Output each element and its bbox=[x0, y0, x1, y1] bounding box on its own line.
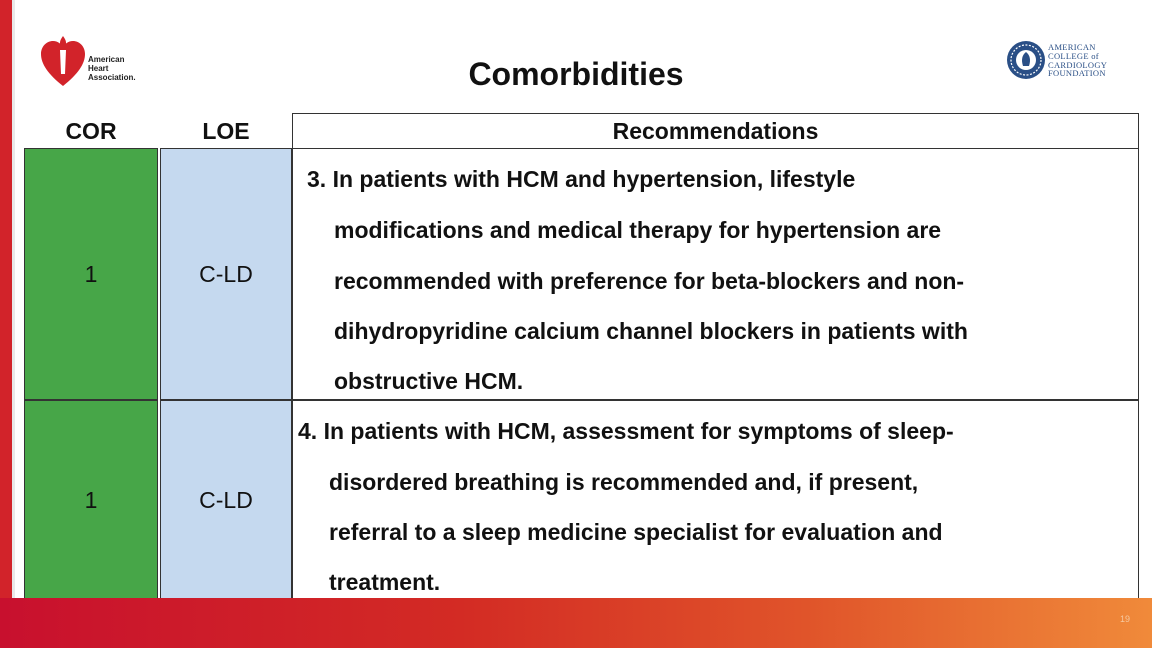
acc-text-line: COLLEGE of bbox=[1048, 50, 1099, 61]
loe-cell: C-LD bbox=[160, 148, 292, 400]
acc-text-line: CARDIOLOGY bbox=[1048, 59, 1108, 70]
recommendation-line: referral to a sleep medicine specialist for evaluation and bbox=[329, 519, 943, 545]
loe-cell: C-LD bbox=[160, 400, 292, 600]
cor-cell: 1 bbox=[24, 148, 158, 400]
column-header-recommendations: Recommendations bbox=[292, 113, 1139, 149]
recommendation-line: obstructive HCM. bbox=[334, 368, 524, 394]
recommendation-line: modifications and medical therapy for hypertension are bbox=[334, 217, 942, 243]
acc-text-line: AMERICAN bbox=[1048, 42, 1096, 52]
aha-text-line: American bbox=[88, 55, 125, 64]
recommendation-line: disordered breathing is recommended and, if present, bbox=[329, 469, 919, 495]
page-title: Comorbidities bbox=[468, 56, 684, 92]
column-header-cor: COR bbox=[65, 117, 117, 144]
recommendation-line: dihydropyridine calcium channel blockers in patients with bbox=[334, 318, 968, 344]
recommendation-line: 3. In patients with HCM and hypertension, lifestyle bbox=[307, 166, 856, 192]
acc-text-line: FOUNDATION bbox=[1048, 68, 1106, 79]
column-header-loe: LOE bbox=[202, 117, 250, 144]
slide-number: 19 bbox=[1119, 614, 1130, 624]
aha-text-line: Heart bbox=[88, 64, 109, 73]
cor-cell: 1 bbox=[24, 400, 158, 600]
footer-bar bbox=[0, 598, 1152, 648]
aha-text-line: Association. bbox=[88, 73, 136, 82]
recommendation-line: treatment. bbox=[329, 569, 441, 595]
recommendation-line: 4. In patients with HCM, assessment for symptoms of sleep- bbox=[298, 418, 954, 444]
recommendation-line: recommended with preference for beta-blockers and non- bbox=[334, 268, 965, 294]
